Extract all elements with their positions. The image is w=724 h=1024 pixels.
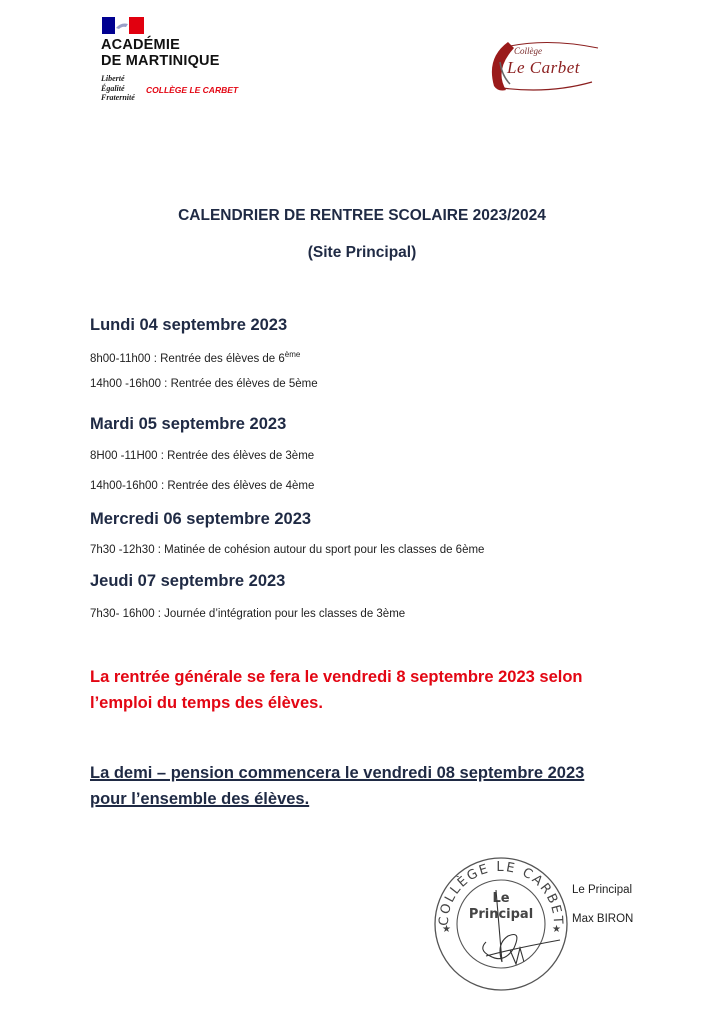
day-heading: Jeudi 07 septembre 2023 [90,572,286,590]
schedule-slot: 7h30- 16h00 : Journée d’intégration pour les classes de 3ème [90,608,406,620]
official-stamp [426,852,576,992]
general-start-notice-line: l’emploi du temps des élèves. [90,694,323,712]
superscript-suffix: ème [284,350,301,359]
star-icon: ★ [552,924,561,935]
schedule-slot: 14h00 -16h00 : Rentrée des élèves de 5ème [90,378,318,390]
logo-college-name: Le Carbet [507,58,580,77]
day-heading: Mercredi 06 septembre 2023 [90,510,312,528]
day-heading: Lundi 04 septembre 2023 [90,316,288,334]
day-heading: Mardi 05 septembre 2023 [90,415,287,433]
canteen-notice-line: pour l’ensemble des élèves. [90,790,310,808]
document-subtitle: (Site Principal) [307,244,417,261]
schedule-slot: 8H00 -11H00 : Rentrée des élèves de 3ème [90,450,315,462]
motto-egalite: Égalité [101,83,125,93]
schedule-slot-text: 8h00-11h00 : Rentrée des élèves de 6 [90,352,285,365]
academie-name-line1: ACADÉMIE [101,37,180,53]
canteen-notice-line: La demi – pension commencera le vendredi 08 septembre 2023 [90,764,585,782]
motto-fraternite: Fraternité [101,93,135,102]
stamp-center-line: Principal [468,907,534,922]
stamp-center-line: Le [492,891,510,906]
signatory-name: Max BIRON [572,913,634,925]
canteen-notice [90,760,650,812]
stamp-ring-text: COLLÈGE LE CARBET [436,859,566,927]
star-icon: ★ [442,924,451,935]
academie-name-line2: DE MARTINIQUE [101,53,220,69]
schedule-slot: 7h30 -12h30 : Matinée de cohésion autour du sport pour les classes de 6ème [90,544,485,556]
marianne-flag-logo [102,17,144,34]
general-start-notice-line: La rentrée générale se fera le vendredi 8 septembre 2023 selon [90,668,583,686]
schedule-slot: 14h00-16h00 : Rentrée des élèves de 4ème [90,480,315,492]
republic-motto [101,74,135,103]
signatory-role: Le Principal [572,884,633,896]
schedule-slot [90,350,300,365]
college-name: COLLÈGE LE CARBET [146,85,239,95]
motto-liberte: Liberté [101,74,125,83]
logo-college-word: Collège [514,46,542,56]
general-start-notice [90,664,650,716]
document-title: CALENDRIER DE RENTREE SCOLAIRE 2023/2024 [178,207,546,224]
